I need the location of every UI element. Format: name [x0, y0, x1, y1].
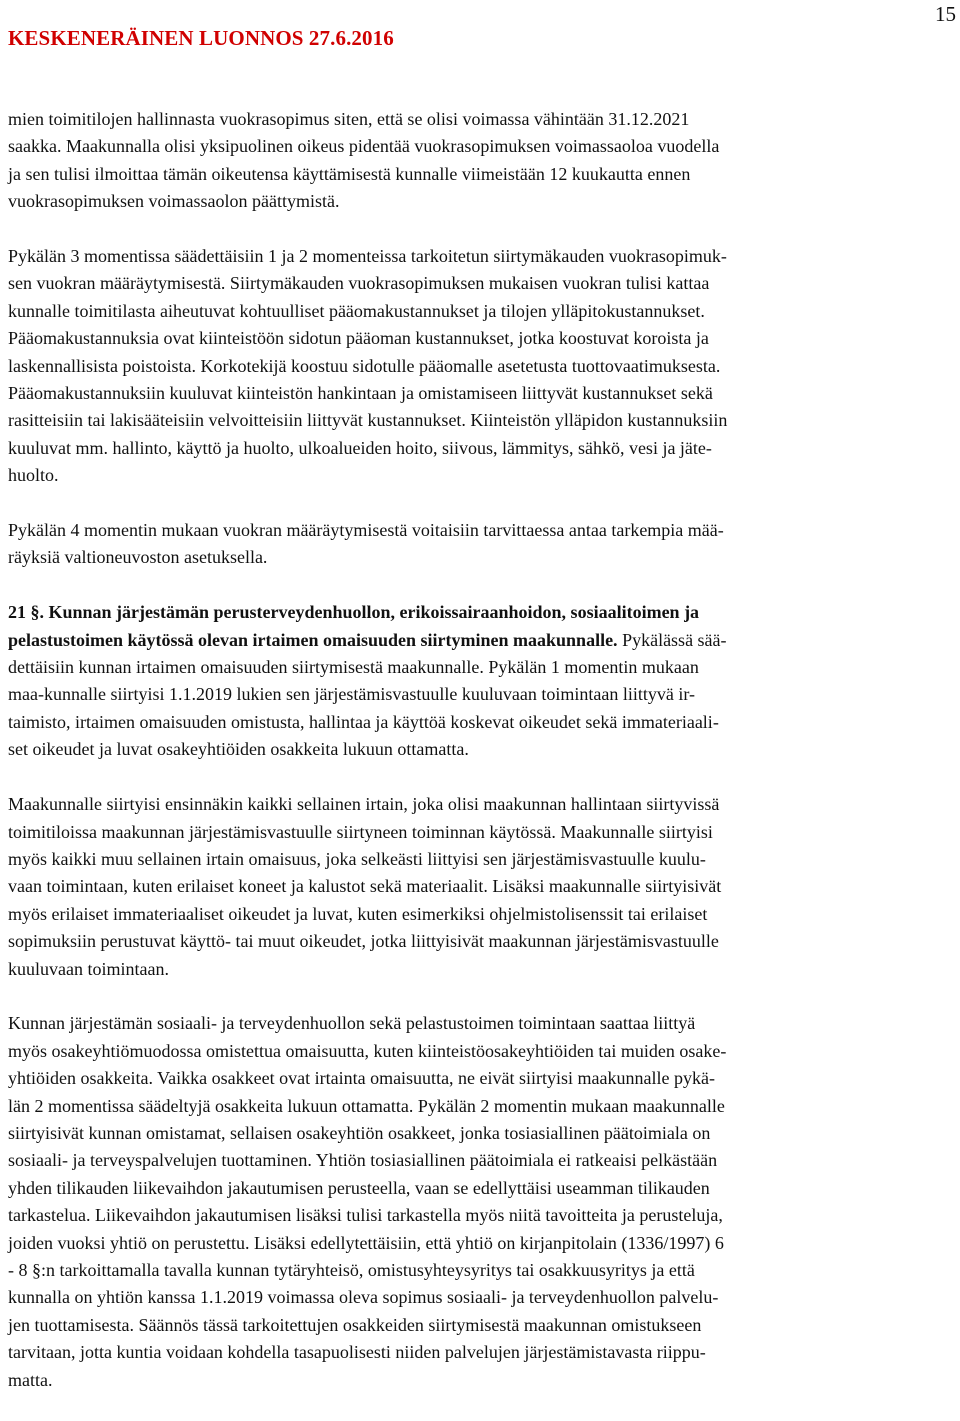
text-line: sosiaali- ja terveyspalvelujen tuottaminen. Yhtiön tosiasiallinen päätoimiala ei ratkeaisi pelkästään: [8, 1150, 718, 1171]
text-line: jen tuottamisesta. Säännös tässä tarkoitettujen osakkeiden siirtymisestä maakunnan omistukseen: [8, 1314, 702, 1335]
paragraph-transferring-assets: [8, 791, 954, 983]
section-heading-text: pelastustoimen käytössä olevan irtaimen omaisuuden siirtyminen maakunnalle.: [8, 629, 618, 650]
text-line: kuuluvaan toimintaan.: [8, 958, 169, 979]
text-line: vuokrasopimuksen voimassaolon päättymistä.: [8, 191, 340, 212]
text-line: rasitteisiin tai lakisääteisiin velvoitteisiin liittyvät kustannukset. Kiinteistön ylläpidon kustannuksiin: [8, 410, 728, 431]
text-line: sopimuksiin perustuvat käyttö- tai muut oikeudet, jotka liittyisivät maakunnan järjestämisvastuulle: [8, 931, 719, 952]
paragraph-lease-period: [8, 106, 954, 216]
text-line: taimisto, irtaimen omaisuuden omistusta, hallintaa ja käyttöä koskevat oikeudet sekä immateriaali-: [8, 711, 719, 732]
text-line: saakka. Maakunnalla olisi yksipuolinen oikeus pidentää vuokrasopimuksen voimassaoloa vuodella: [8, 136, 720, 157]
text-line: myös osakeyhtiömuodossa omistettua omaisuutta, kuten kiinteistöosakeyhtiöiden tai muiden osake-: [8, 1040, 727, 1061]
text-line: yhtiöiden osakkeita. Vaikka osakkeet ovat irtainta omaisuutta, ne eivät siirtyisi maakunnalle pykä-: [8, 1068, 715, 1089]
paragraph-shares: [8, 1010, 954, 1394]
text-line: kunnalla on yhtiön kanssa 1.1.2019 voimassa oleva sopimus sosiaali- ja terveydenhuollon palvelu-: [8, 1287, 719, 1308]
text-line: tarvitaan, jotta kuntia voidaan kohdella tasapuolisesti niiden palvelujen järjestämistavasta riippu-: [8, 1342, 706, 1363]
text-line: - 8 §:n tarkoittamalla tavalla kunnan tytäryhteisö, omistusyhteysyritys tai osakkuusyritys ja että: [8, 1259, 695, 1280]
text-line: Kunnan järjestämän sosiaali- ja terveydenhuollon sekä pelastustoimen toimintaan saattaa liittyä: [8, 1013, 696, 1034]
text-line: myös erilaiset immateriaaliset oikeudet ja luvat, kuten esimerkiksi ohjelmistolisenssit tai erilaiset: [8, 903, 708, 924]
text-line: set oikeudet ja luvat osakeyhtiöiden osakkeita lukuun ottamatta.: [8, 739, 469, 760]
section-heading-text: 21 §. Kunnan järjestämän perusterveydenhuollon, erikoissairaanhoidon, sosiaalitoimen ja: [8, 602, 700, 623]
paragraph-section-21: [8, 599, 954, 763]
text-line: huolto.: [8, 465, 59, 486]
section-heading-line: [8, 627, 954, 654]
text-line: joiden vuoksi yhtiö on perustettu. Lisäksi edellytettäisiin, että yhtiö on kirjanpitolain (1336/1997) 6: [8, 1232, 724, 1253]
text-line: ja sen tulisi ilmoittaa tämän oikeutensa käyttämisestä kunnalle viimeistään 12 kuukautta ennen: [8, 163, 691, 184]
document-body: [8, 106, 954, 1421]
text-line: Pääomakustannuksia ovat kiinteistöön sidotun pääoman kustannukset, jotka koostuvat koroista ja: [8, 328, 709, 349]
text-segment: Pykälässä sää-: [617, 629, 727, 650]
section-heading-line: [8, 599, 954, 626]
text-line: Pykälän 3 momentissa säädettäisiin 1 ja 2 momenteissa tarkoitetun siirtymäkauden vuokrasopimuk-: [8, 246, 727, 267]
text-line: räyksiä valtioneuvoston asetuksella.: [8, 547, 268, 568]
text-line: tarkastelua. Liikevaihdon jakautumisen lisäksi tulisi tarkastella myös niitä tavoitteita ja perusteluja,: [8, 1205, 723, 1226]
text-line: Pykälän 4 momentin mukaan vuokran määräytymisestä voitaisiin tarvittaessa antaa tarkempia mää-: [8, 520, 724, 541]
text-line: mien toimitilojen hallinnasta vuokrasopimus siten, että se olisi voimassa vähintään 31.12.2021: [8, 109, 690, 129]
text-line: maa-kunnalle siirtyisi 1.1.2019 lukien sen järjestämisvastuulle kuuluvaan toimintaan liittyvä ir-: [8, 684, 695, 705]
document-header-title: KESKENERÄINEN LUONNOS 27.6.2016: [8, 26, 394, 50]
text-line: kuuluvat mm. hallinto, käyttö ja huolto, ulkoalueiden hoito, siivous, lämmitys, sähkö, vesi ja jäte-: [8, 437, 712, 458]
text-line: dettäisiin kunnan irtaimen omaisuuden siirtymisestä maakunnalle. Pykälän 1 momentin mukaan: [8, 657, 699, 678]
text-line: Pääomakustannuksiin kuuluvat kiinteistön hankintaan ja omistamiseen liittyvät kustannukset sekä: [8, 383, 713, 404]
page-number: 15: [935, 2, 956, 26]
text-line: laskennallisista poistoista. Korkotekijä koostuu sidotulle pääomalle asetetusta tuottovaatimuksesta.: [8, 355, 721, 376]
text-line: län 2 momentissa säädeltyjä osakkeita lukuun ottamatta. Pykälän 2 momentin mukaan maakunnalle: [8, 1095, 725, 1116]
text-line: myös kaikki muu sellainen irtain omaisuus, joka selkeästi liittyisi sen järjestämisvastuulle kuulu-: [8, 848, 706, 869]
paragraph-moment-4: [8, 517, 954, 572]
text-line: toimitiloissa maakunnan järjestämisvastuulle siirtyneen toiminnan käytössä. Maakunnalle siirtyisi: [8, 821, 713, 842]
text-line: vaan toimintaan, kuten erilaiset koneet ja kalustot sekä materiaalit. Lisäksi maakunnalle siirtyisivät: [8, 876, 722, 897]
text-line: matta.: [8, 1369, 53, 1390]
text-line: Maakunnalle siirtyisi ensinnäkin kaikki sellainen irtain, joka olisi maakunnan hallintaan siirtyvissä: [8, 794, 720, 815]
text-line: kunnalle toimitilasta aiheutuvat kohtuulliset pääomakustannukset ja tilojen ylläpitokustannukset.: [8, 300, 705, 321]
text-line: yhden tilikauden liikevaihdon jakautumisen perusteella, vaan se edellyttäisi useamman tilikauden: [8, 1177, 710, 1198]
text-line: siirtyisivät kunnan omistamat, sellaisen osakeyhtiön osakkeet, jonka tosiasiallinen päätoimiala on: [8, 1122, 711, 1143]
paragraph-rent-determination: [8, 243, 954, 490]
text-line: sen vuokran määräytymisestä. Siirtymäkauden vuokrasopimuksen mukaisen vuokran tulisi kattaa: [8, 273, 710, 294]
